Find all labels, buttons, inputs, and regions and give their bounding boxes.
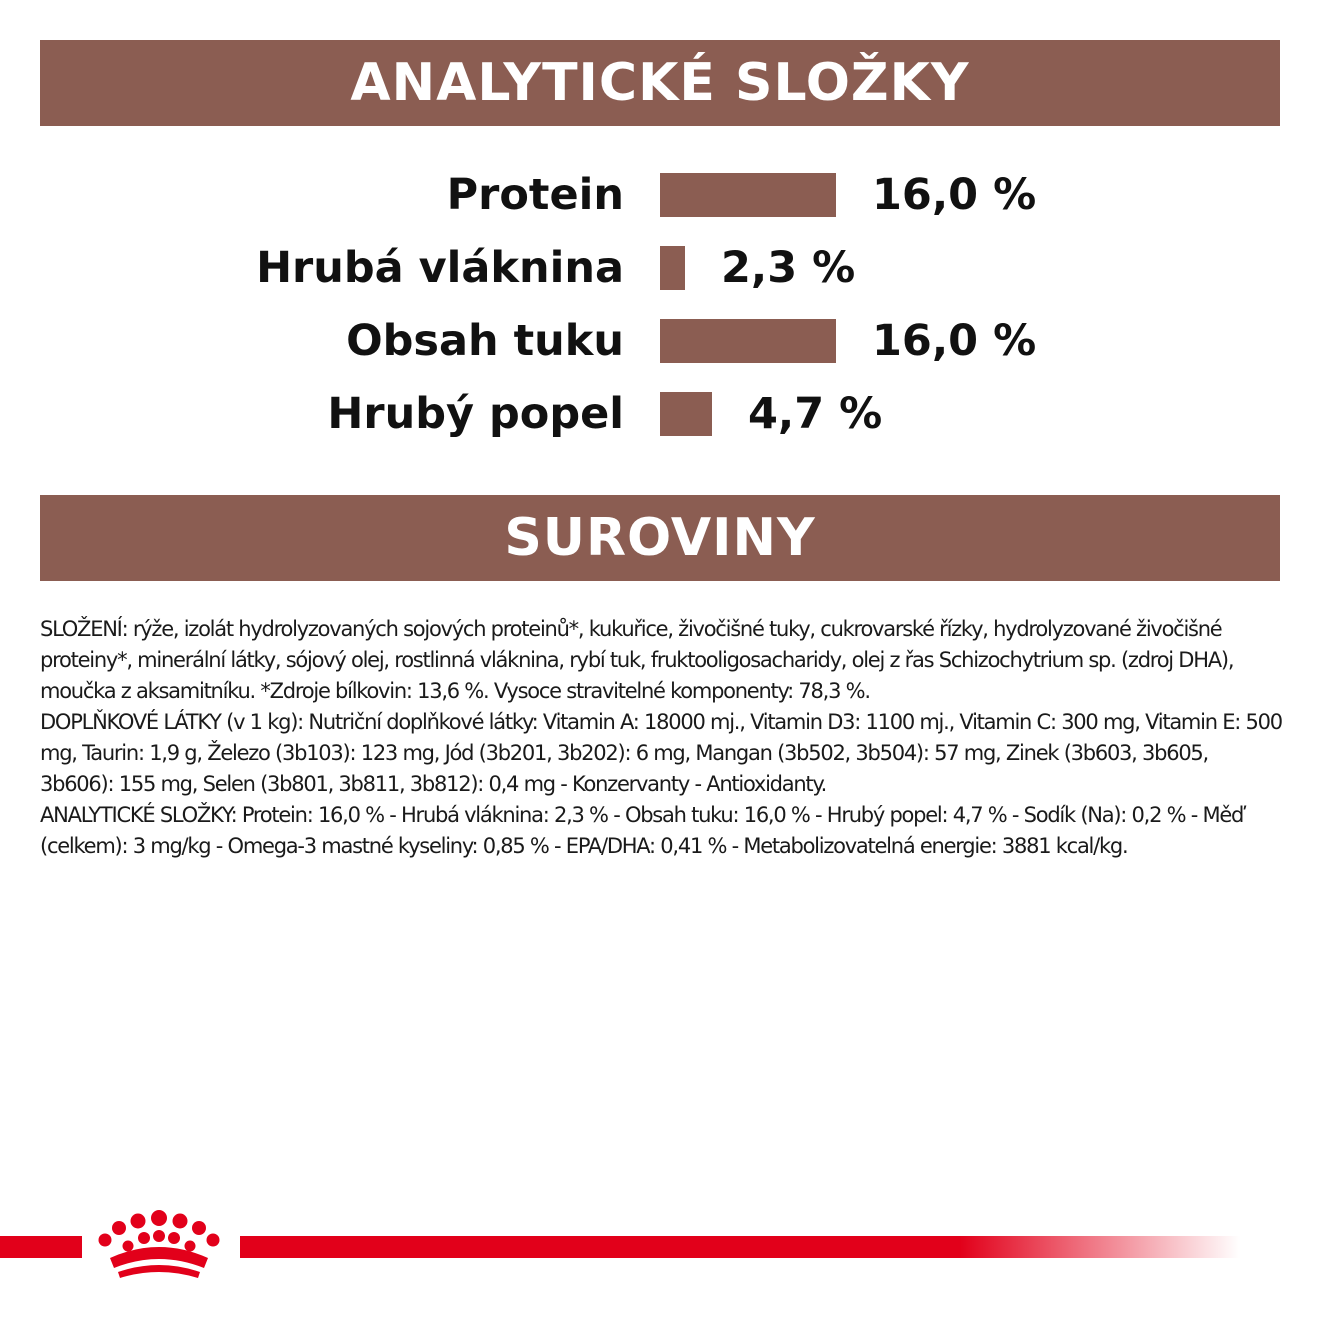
crown-icon: [88, 1208, 230, 1282]
bar-row: [0, 238, 1320, 298]
bar-value-label: 16,0 %: [872, 316, 1037, 366]
analytics-bar-chart: [0, 150, 1320, 470]
bar-category-label: Hrubý popel: [327, 389, 624, 439]
bar-mark: [660, 173, 836, 217]
bar-row: [0, 384, 1320, 444]
analytics-paragraph: ANALYTICKÉ SLOŽKY: Protein: 16,0 % - Hrubá vláknina: 2,3 % - Obsah tuku: 16,0 % - Hrubý popel: 4,7 % - Sodík (Na): 0,2 % - Měď (celkem): 3 mg/kg - Omega-3 mastné kyseliny: 0,85 % - EPA/DHA: 0,41 % - Metabolizovatelná energie: 3881 kcal/kg.: [40, 803, 1244, 858]
analytics-banner: [40, 40, 1280, 126]
ingredients-text: [40, 614, 1285, 862]
bar-value-label: 2,3 %: [721, 243, 856, 293]
bar-row: [0, 311, 1320, 371]
bar-row: [0, 165, 1320, 225]
ingredients-title: SUROVINY: [504, 508, 816, 568]
bar-mark: [660, 319, 836, 363]
additives-paragraph: DOPLŇKOVÉ LÁTKY (v 1 kg): Nutriční doplňkové látky: Vitamin A: 18000 mj., Vitamin D3: 1100 mj., Vitamin C: 300 mg, Vitamin E: 500 mg, Taurin: 1,9 g, Železo (3b103): 123 mg, Jód (3b201, 3b202): 6 mg, Mangan (3b502, 3b504): 57 mg, Zinek (3b603, 3b605, 3b606): 155 mg, Selen (3b801, 3b811, 3b812): 0,4 mg - Konzervanty - Antioxidanty.: [40, 710, 1282, 796]
bar-mark: [660, 392, 712, 436]
bar-category-label: Obsah tuku: [346, 316, 624, 366]
bar-value-label: 4,7 %: [748, 389, 883, 439]
brand-stripe-left: [0, 1236, 82, 1258]
bar-value-label: 16,0 %: [872, 170, 1037, 220]
analytics-title: ANALYTICKÉ SLOŽKY: [350, 53, 970, 113]
ingredients-banner: [40, 495, 1280, 581]
bar-mark: [660, 246, 685, 290]
composition-paragraph: SLOŽENÍ: rýže, izolát hydrolyzovaných sojových proteinů*, kukuřice, živočišné tuky, cukrovarské řízky, hydrolyzované živočišné proteiny*, minerální látky, sójový olej, rostlinná vláknina, rybí tuk, fruktooligosacharidy, olej z řas Schizochytrium sp. (zdroj DHA), moučka z aksamitníku. *Zdroje bílkovin: 13,6 %. Vysoce stravitelné komponenty: 78,3 %.: [40, 617, 1234, 703]
brand-stripe-right: [240, 1236, 1240, 1258]
bar-category-label: Protein: [446, 170, 624, 220]
bar-category-label: Hrubá vláknina: [256, 243, 624, 293]
